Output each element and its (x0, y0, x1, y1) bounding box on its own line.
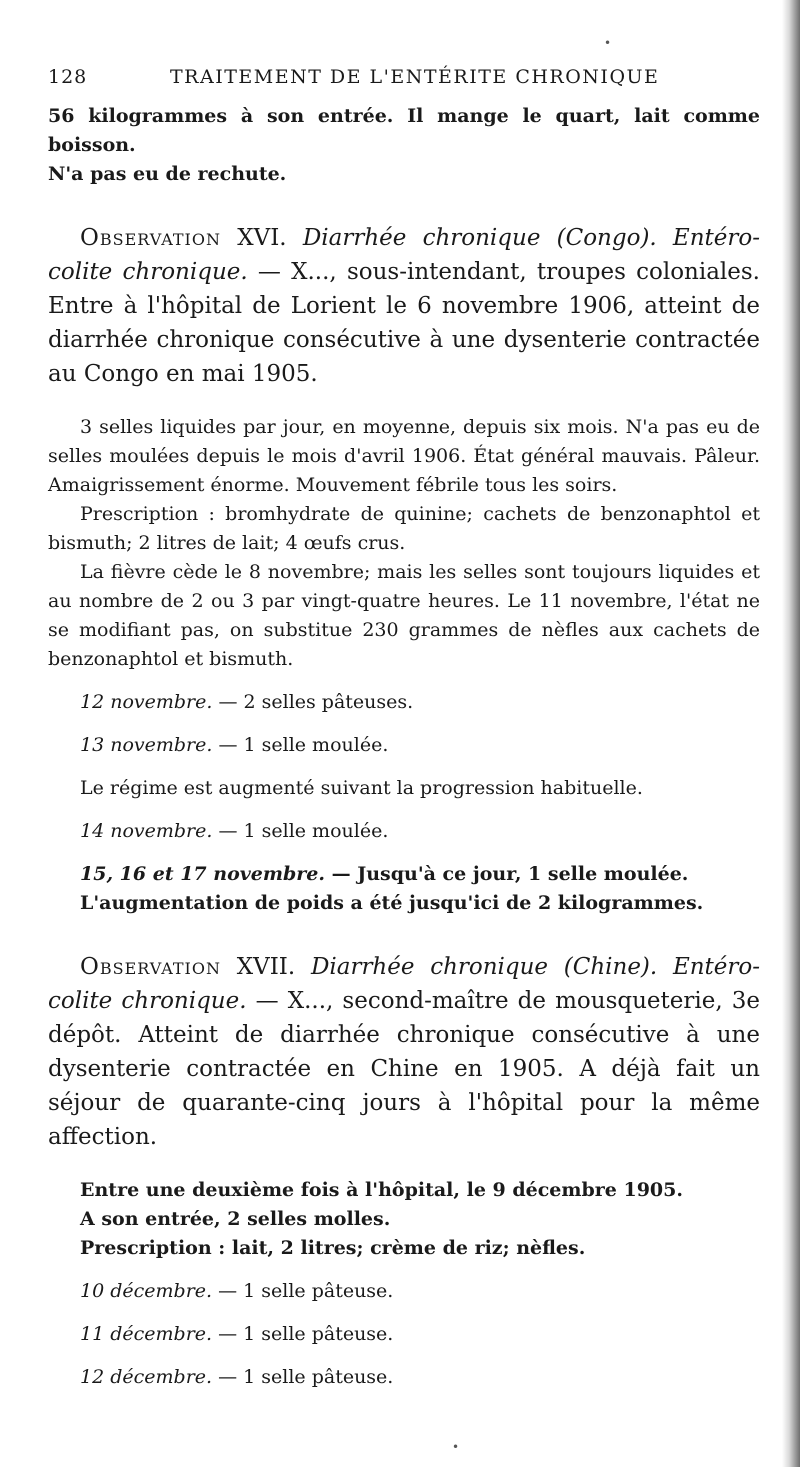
running-header (48, 66, 760, 102)
spacer (48, 674, 760, 688)
observation-body: — X..., sous-intendant, troupes coloniales. Entre à l'hôpital de Lorient le 6 novembre 1906, atteint de diarrhée chronique consécutive à une dysenterie contractée au Congo en mai 1905. (48, 259, 760, 387)
page-edge-shadow (782, 0, 800, 1467)
entry-date: 13 novembre. (80, 734, 213, 756)
spacer (48, 1349, 760, 1363)
observation-title: Diarrhée chronique (Congo). Entéro-colite chronique. (48, 225, 761, 285)
ink-speck: • (604, 36, 612, 50)
entry-date: 11 décembre. (80, 1323, 213, 1345)
entry-date: 14 novembre. (80, 820, 213, 842)
entry-date: 12 décembre. (80, 1366, 213, 1388)
spacer (48, 803, 760, 817)
spacer (48, 1154, 760, 1176)
obs16-paragraph-2: Prescription : bromhydrate de quinine; cachets de benzonaphtol et bismuth; 2 litres de lait; 4 œufs crus. (48, 503, 760, 554)
obs16-regime: Le régime est augmenté suivant la progression habituelle. (80, 777, 643, 799)
obs17-line-1: Entre une deuxième fois à l'hôpital, le 9 décembre 1905. (80, 1179, 683, 1201)
document-page (48, 66, 760, 1392)
entry-date: 15, 16 et 17 novembre. (80, 863, 325, 885)
entry-text: — 2 selles pâteuses. (212, 691, 414, 713)
spacer (48, 846, 760, 860)
obs16-entry (48, 817, 760, 846)
obs17-entry (48, 1320, 760, 1349)
obs16-entry (48, 688, 760, 717)
observation-17-heading (48, 950, 760, 1154)
spacer (48, 1263, 760, 1277)
running-title: TRAITEMENT DE L'ENTÉRITE CHRONIQUE (170, 66, 660, 88)
obs17-entry (48, 1363, 760, 1392)
observation-body: — X..., second-maître de mousqueterie, 3e dépôt. Atteint de diarrhée chronique consécutive à une dysenterie contractée en Chine en 1905. A déjà fait un séjour de quarante-cinq jours à l'hôpital pour la même affection. (48, 988, 760, 1150)
observation-16-heading (48, 221, 760, 391)
spacer (48, 918, 760, 950)
spacer (48, 717, 760, 731)
obs16-paragraph-3: La fièvre cède le 8 novembre; mais les selles sont toujours liquides et au nombre de 2 ou 3 par vingt-quatre heures. Le 11 novembre, l'état ne se modifiant pas, on substitue 230 grammes de nèfles aux cachets de benzonaphtol et bismuth. (48, 561, 760, 670)
obs16-entry (48, 731, 760, 760)
spacer (48, 391, 760, 413)
entry-text: — 1 selle moulée. (212, 734, 389, 756)
entry-text: — 1 selle pâteuse. (212, 1323, 394, 1345)
entry-text: — 1 selle pâteuse. (212, 1280, 394, 1302)
entry-date: 12 novembre. (80, 691, 213, 713)
obs17-line-3: Prescription : lait, 2 litres; crème de riz; nèfles. (80, 1237, 586, 1259)
obs16-final: L'augmentation de poids a été jusqu'ici de 2 kilogrammes. (80, 892, 704, 914)
obs17-entry (48, 1277, 760, 1306)
spacer (48, 189, 760, 221)
observation-numeral: XVI. (237, 225, 287, 251)
obs16-paragraph-1: 3 selles liquides par jour, en moyenne, depuis six mois. N'a pas eu de selles moulées depuis le mois d'avril 1906. État général mauvais. Pâleur. Amaigrissement énorme. Mouvement fébrile tous les soirs. (48, 416, 760, 496)
entry-date: 10 décembre. (80, 1280, 213, 1302)
spacer (48, 1306, 760, 1320)
intro-line-2: N'a pas eu de rechute. (48, 163, 287, 185)
observation-label: Observation (80, 225, 221, 251)
page-number: 128 (48, 66, 88, 88)
obs17-line-2: A son entrée, 2 selles molles. (80, 1208, 391, 1230)
observation-numeral: XVII. (236, 954, 296, 980)
entry-text: — Jusqu'à ce jour, 1 selle moulée. (324, 863, 689, 885)
obs16-entry (48, 860, 760, 889)
spacer (48, 760, 760, 774)
entry-text: — 1 selle moulée. (212, 820, 389, 842)
observation-title: Diarrhée chronique (Chine). Entéro-colite chronique. (48, 954, 761, 1014)
intro-line-1: 56 kilogrammes à son entrée. Il mange le quart, lait comme boisson. (48, 105, 760, 156)
observation-label: Observation (80, 954, 221, 980)
entry-text: — 1 selle pâteuse. (212, 1366, 394, 1388)
ink-speck: • (452, 1440, 460, 1454)
